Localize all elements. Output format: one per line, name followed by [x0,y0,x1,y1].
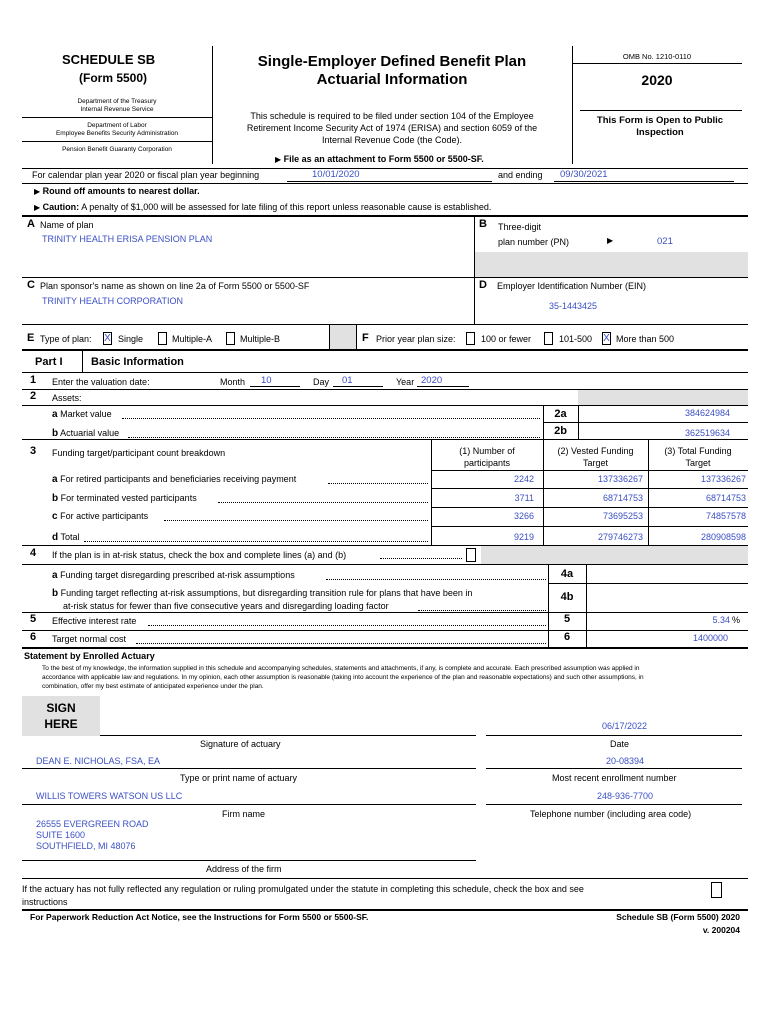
multiple-b-label: Multiple-B [240,334,281,344]
100-or-fewer-label: 100 or fewer [481,334,532,344]
col1-header-2: participants [463,458,511,468]
interest-rate-value[interactable]: 5.34 [712,615,730,625]
plan-year-end[interactable]: 09/30/2021 [560,169,608,180]
enrollment-label: Most recent enrollment number [552,773,677,783]
firm-name[interactable]: WILLIS TOWERS WATSON US LLC [36,791,183,801]
valuation-date-label: Enter the valuation date: [52,377,150,387]
sponsor-label: Plan sponsor's name as shown on line 2a of Form 5500 or 5500-SF [40,281,310,291]
line-4a-label: a Funding target disregarding prescribed at-risk assumptions [52,570,295,581]
dept-ebsa: Employee Benefits Security Administration [55,130,179,137]
100-or-fewer-checkbox[interactable] [466,332,475,345]
total-funding-target[interactable]: 280908598 [700,532,746,542]
retired-total-target[interactable]: 137336267 [700,474,746,484]
normal-cost-label: Target normal cost [52,634,127,644]
at-risk-label: If the plan is in at-risk status, check the box and complete lines (a) and (b) [52,550,347,560]
more-than-500-checkbox[interactable]: X [603,333,610,344]
section-f-letter: F [362,332,369,344]
multiple-b-checkbox[interactable] [226,332,235,345]
dept-irs: Internal Revenue Service [80,106,154,113]
terminated-participants[interactable]: 3711 [514,493,534,503]
firm-address-3[interactable]: SOUTHFIELD, MI 48076 [36,841,136,851]
shaded-area [475,252,748,277]
box-2b: 2b [554,425,567,437]
regulation-checkbox[interactable] [711,882,722,898]
line-1-number: 1 [30,374,37,386]
public-inspection-2: Inspection [636,127,684,138]
description-3: Internal Revenue Code (the Code). [321,135,463,145]
sign-label: SIGN [46,701,76,715]
schedule-footer: Schedule SB (Form 5500) 2020 [616,912,740,922]
month-label: Month [220,377,246,387]
at-risk-checkbox[interactable] [466,548,476,562]
table-row-label: d Total [52,532,80,543]
active-vested-target[interactable]: 73695253 [602,511,643,521]
form-title-1: Single-Employer Defined Benefit Plan [257,53,527,70]
statement-title: Statement by Enrolled Actuary [24,651,155,661]
section-b-letter: B [479,218,487,230]
triangle-right-icon: ▶ [607,236,614,245]
line-4b-label-1: b Funding target reflecting at-risk assumptions, but disregarding transition rule for plans that have been in [52,588,473,599]
valuation-year[interactable]: 2020 [421,375,443,386]
statement-text-1: To the best of my knowledge, the information supplied in this schedule and accompanying schedules, statements and attachments, if any, is complete and accurate. Each prescribed assumption was applied in [42,665,640,672]
dept-labor: Department of Labor [87,122,147,129]
ein-value[interactable]: 35-1443425 [549,301,598,311]
form-number: (Form 5500) [79,71,148,85]
date-label: Date [610,739,630,749]
percent-sign: % [732,615,741,625]
total-vested-target[interactable]: 279746273 [597,532,643,542]
triangle-right-icon: ▶ [275,155,282,164]
line-6-number: 6 [30,631,37,643]
description-2: Retirement Income Security Act of 1974 (ERISA) and section 6059 of the [246,123,538,133]
schedule-title: SCHEDULE SB [62,52,156,67]
box-6: 6 [563,631,571,643]
assets-label: Assets: [52,393,82,403]
col3-header-2: Target [685,458,711,468]
table-row-label: b For terminated vested participants [52,493,197,504]
here-label: HERE [44,717,78,731]
plan-name-label: Name of plan [40,220,94,230]
and-ending-label: and ending [498,170,543,180]
box-4b: 4b [560,591,574,603]
description-1: This schedule is required to be filed under section 104 of the Employee [250,111,534,121]
prior-year-label: Prior year plan size: [376,334,456,344]
actuarial-value-label: b Actuarial value [52,428,120,439]
firm-name-label: Firm name [222,809,266,819]
form-year: 2020 [641,72,673,88]
table-row-label: a For retired participants and beneficiaries receiving payment [52,474,297,485]
plan-year-begin[interactable]: 10/01/2020 [312,169,360,180]
regulation-note-2: instructions [22,897,68,907]
line-2-number: 2 [30,390,37,402]
round-note: ▶ Round off amounts to nearest dollar. [34,186,200,196]
actuary-name[interactable]: DEAN E. NICHOLAS, FSA, EA [36,756,161,766]
statement-text-2: accordance with applicable law and regulations. In my opinion, each other assumption is reasonable (taking into account the experience of the plan and reasonable expectations) and such other assumptions, in [42,674,644,681]
regulation-note-1: If the actuary has not fully reflected any regulation or ruling promulgated under the statute in completing this schedule, check the box and see [22,884,584,894]
part-1-title: Basic Information [91,356,184,368]
table-row-label: c For active participants [52,511,149,522]
funding-target-label: Funding target/participant count breakdown [52,448,226,458]
valuation-month[interactable]: 10 [261,375,272,386]
actuary-name-label: Type or print name of actuary [180,773,298,783]
plan-name-value[interactable]: TRINITY HEALTH ERISA PENSION PLAN [42,234,213,244]
shaded-area [330,325,356,349]
caution-note: ▶ Caution: A penalty of $1,000 will be assessed for late filing of this report unless reasonable cause is established. [34,202,492,212]
terminated-total-target[interactable]: 68714753 [705,493,746,503]
version: v. 200204 [702,925,740,935]
box-2a: 2a [554,408,567,420]
ein-label: Employer Identification Number (EIN) [497,281,647,291]
telephone-number[interactable]: 248-936-7700 [597,791,654,801]
multiple-a-label: Multiple-A [172,334,213,344]
public-inspection-1: This Form is Open to Public [596,115,724,126]
triangle-right-icon: ▶ [34,203,41,212]
line-4-number: 4 [30,547,37,559]
plan-number-label-2: plan number (PN) [498,237,570,247]
shaded-area [578,390,748,405]
omb-number: OMB No. 1210-0110 [622,52,692,61]
year-label: Year [396,377,415,387]
plan-type-label: Type of plan: [40,334,92,344]
col1-header-1: (1) Number of [459,446,515,456]
dept-treasury: Department of the Treasury [77,98,157,105]
firm-address-1[interactable]: 26555 EVERGREEN ROAD [36,819,149,829]
telephone-label: Telephone number (including area code) [530,809,692,819]
triangle-right-icon: ▶ [34,187,41,196]
calendar-label: For calendar plan year 2020 or fiscal plan year beginning [32,170,260,180]
section-e-letter: E [27,332,35,344]
plan-number-value[interactable]: 021 [657,236,673,247]
signature-label: Signature of actuary [200,739,281,749]
market-value[interactable]: 384624984 [684,408,730,418]
dept-pbgc: Pension Benefit Guaranty Corporation [62,146,172,153]
sponsor-name-value[interactable]: TRINITY HEALTH CORPORATION [42,296,184,306]
line-4b-label-2: at-risk status for fewer than five consecutive years and disregarding loading factor [63,601,389,611]
part-1-label: Part I [35,356,63,368]
retired-vested-target[interactable]: 137336267 [597,474,643,484]
active-total-target[interactable]: 74857578 [705,511,746,521]
active-participants[interactable]: 3266 [513,511,534,521]
single-checkbox[interactable]: X [104,333,111,344]
shaded-area [481,546,748,564]
interest-rate-label: Effective interest rate [52,616,137,626]
statement-text-3: combination, offer my best estimate of anticipated experience under the plan. [42,683,264,690]
firm-address-2[interactable]: SUITE 1600 [36,830,86,840]
box-5: 5 [563,613,571,625]
address-label: Address of the firm [206,864,282,874]
paperwork-notice: For Paperwork Reduction Act Notice, see the Instructions for Form 5500 or 5500-SF. [30,912,369,922]
more-than-500-label: More than 500 [616,334,675,344]
section-a-letter: A [27,218,35,230]
enrollment-number[interactable]: 20-08394 [606,756,645,766]
multiple-a-checkbox[interactable] [158,332,167,345]
valuation-day[interactable]: 01 [342,375,353,386]
line-5-number: 5 [30,613,37,625]
attachment-note: ▶ File as an attachment to Form 5500 or 5500-SF. [275,154,484,164]
terminated-vested-target[interactable]: 68714753 [602,493,643,503]
col2-header-2: Target [582,458,608,468]
normal-cost-value[interactable]: 1400000 [692,633,728,643]
single-label: Single [118,334,144,344]
101-500-label: 101-500 [559,334,593,344]
market-value-label: a Market value [52,409,112,420]
section-d-letter: D [479,279,487,291]
box-4a: 4a [560,568,574,580]
total-participants[interactable]: 9219 [513,532,534,542]
plan-number-label-1: Three-digit [498,222,542,232]
col2-header-1: (2) Vested Funding [557,446,634,456]
actuarial-value[interactable]: 362519634 [684,428,730,438]
col3-header-1: (3) Total Funding [664,446,732,456]
form-title-2: Actuarial Information [316,71,468,88]
section-c-letter: C [27,279,35,291]
sign-date[interactable]: 06/17/2022 [602,721,648,731]
day-label: Day [313,377,330,387]
retired-participants[interactable]: 2242 [513,474,534,484]
101-500-checkbox[interactable] [544,332,553,345]
line-3-number: 3 [30,445,37,457]
